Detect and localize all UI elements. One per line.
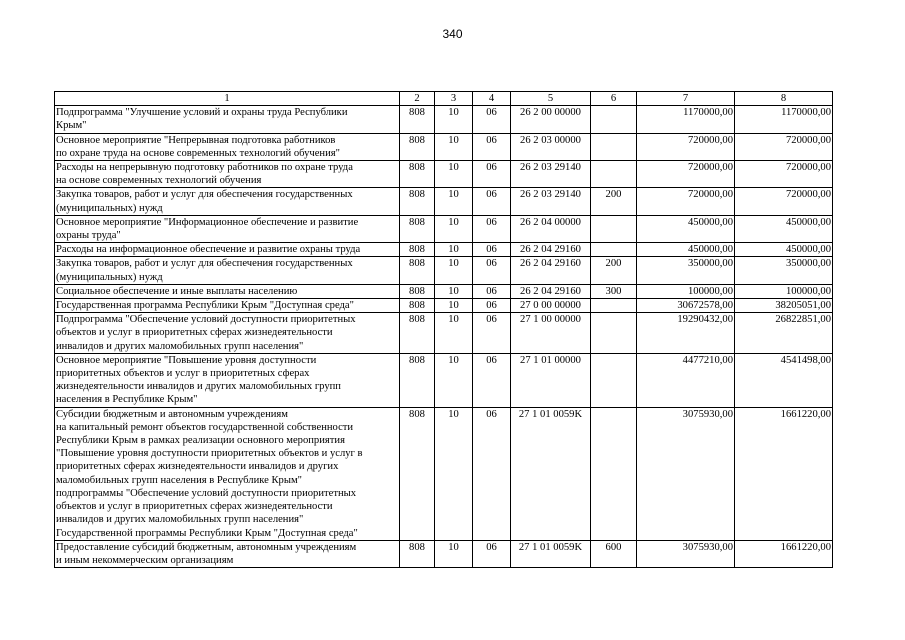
row-name (55, 540, 400, 567)
column-header: 3 (435, 92, 473, 106)
row-name-line: Подпрограмма "Улучшение условий и охраны труда Республики (56, 107, 348, 119)
row-name-line: Субсидии бюджетным и автономным учреждениям (56, 408, 289, 420)
expense-type-code: 200 (591, 188, 637, 215)
expense-type-code: 300 (591, 284, 637, 298)
table-row (55, 540, 833, 567)
section-code: 10 (435, 313, 473, 354)
row-name (55, 133, 400, 160)
target-article-code: 26 2 03 29140 (511, 188, 591, 215)
table-row (55, 161, 833, 188)
row-name-line: Республики Крым в рамках реализации основного мероприятия (56, 435, 345, 447)
row-name-line: объектов и услуг в приоритетных сферах жизнедеятельности (56, 327, 333, 339)
target-article-code: 26 2 04 00000 (511, 215, 591, 242)
row-name (55, 407, 400, 540)
amount-year-2: 450000,00 (735, 243, 833, 257)
ministry-code: 808 (400, 540, 435, 567)
amount-year-1: 4477210,00 (637, 353, 735, 407)
row-name-line: Социальное обеспечение и иные выплаты населению (56, 285, 298, 297)
ministry-code: 808 (400, 353, 435, 407)
subsection-code: 06 (473, 161, 511, 188)
row-name (55, 161, 400, 188)
row-name (55, 106, 400, 133)
column-header: 7 (637, 92, 735, 106)
target-article-code: 26 2 03 00000 (511, 133, 591, 160)
amount-year-1: 3075930,00 (637, 407, 735, 540)
row-name-line: Крым" (56, 120, 87, 132)
row-name-line: Расходы на непрерывную подготовку работников по охране труда (56, 162, 353, 174)
row-name (55, 284, 400, 298)
amount-year-2: 450000,00 (735, 215, 833, 242)
amount-year-2: 26822851,00 (735, 313, 833, 354)
row-name-line: (муниципальных) нужд (56, 271, 163, 283)
amount-year-1: 100000,00 (637, 284, 735, 298)
target-article-code: 27 1 01 00000 (511, 353, 591, 407)
ministry-code: 808 (400, 133, 435, 160)
amount-year-2: 38205051,00 (735, 299, 833, 313)
ministry-code: 808 (400, 257, 435, 284)
amount-year-2: 4541498,00 (735, 353, 833, 407)
row-name-line: Подпрограмма "Обеспечение условий доступности приоритетных (56, 314, 356, 326)
row-name-line: Государственной программы Республики Крым "Доступная среда" (56, 527, 358, 539)
amount-year-1: 720000,00 (637, 133, 735, 160)
row-name-line: приоритетных объектов и услуг в приоритетных сферах (56, 368, 310, 380)
row-name (55, 353, 400, 407)
table-row (55, 407, 833, 540)
amount-year-2: 720000,00 (735, 161, 833, 188)
amount-year-1: 30672578,00 (637, 299, 735, 313)
table-row (55, 284, 833, 298)
amount-year-2: 1661220,00 (735, 407, 833, 540)
row-name-line: Основное мероприятие "Информационное обеспечение и развитие (56, 216, 359, 228)
table-row (55, 243, 833, 257)
table-row (55, 133, 833, 160)
section-code: 10 (435, 133, 473, 160)
target-article-code: 26 2 00 00000 (511, 106, 591, 133)
row-name-line: охраны труда" (56, 230, 121, 242)
amount-year-2: 720000,00 (735, 188, 833, 215)
section-code: 10 (435, 407, 473, 540)
row-name-line: населения в Республике Крым" (56, 394, 198, 406)
row-name-line: на основе современных технологий обучения (56, 175, 262, 187)
section-code: 10 (435, 257, 473, 284)
amount-year-2: 1661220,00 (735, 540, 833, 567)
section-code: 10 (435, 161, 473, 188)
row-name-line: Основное мероприятие "Повышение уровня доступности (56, 354, 317, 366)
amount-year-1: 3075930,00 (637, 540, 735, 567)
column-header: 2 (400, 92, 435, 106)
section-code: 10 (435, 284, 473, 298)
row-name-line: "Повышение уровня доступности приоритетных объектов и услуг в (56, 448, 363, 460)
expense-type-code (591, 243, 637, 257)
subsection-code: 06 (473, 243, 511, 257)
section-code: 10 (435, 299, 473, 313)
subsection-code: 06 (473, 407, 511, 540)
target-article-code: 27 1 01 0059K (511, 407, 591, 540)
table-row (55, 257, 833, 284)
amount-year-2: 720000,00 (735, 133, 833, 160)
amount-year-2: 350000,00 (735, 257, 833, 284)
expense-type-code (591, 313, 637, 354)
amount-year-1: 19290432,00 (637, 313, 735, 354)
amount-year-1: 350000,00 (637, 257, 735, 284)
column-header: 8 (735, 92, 833, 106)
column-header: 4 (473, 92, 511, 106)
amount-year-2: 1170000,00 (735, 106, 833, 133)
amount-year-1: 450000,00 (637, 215, 735, 242)
row-name (55, 313, 400, 354)
section-code: 10 (435, 353, 473, 407)
row-name (55, 243, 400, 257)
row-name-line: на капитальный ремонт объектов государственной собственности (56, 421, 354, 433)
subsection-code: 06 (473, 540, 511, 567)
column-header: 5 (511, 92, 591, 106)
ministry-code: 808 (400, 299, 435, 313)
expense-type-code (591, 215, 637, 242)
subsection-code: 06 (473, 313, 511, 354)
subsection-code: 06 (473, 284, 511, 298)
row-name-line: Предоставление субсидий бюджетным, автономным учреждениям (56, 541, 357, 553)
subsection-code: 06 (473, 188, 511, 215)
amount-year-1: 720000,00 (637, 188, 735, 215)
row-name (55, 299, 400, 313)
amount-year-1: 450000,00 (637, 243, 735, 257)
amount-year-1: 1170000,00 (637, 106, 735, 133)
ministry-code: 808 (400, 106, 435, 133)
row-name-line: объектов и услуг в приоритетных сферах жизнедеятельности (56, 501, 333, 513)
row-name-line: жизнедеятельности инвалидов и других маломобильных групп (56, 381, 341, 393)
ministry-code: 808 (400, 161, 435, 188)
row-name-line: инвалидов и других маломобильных групп населения" (56, 514, 304, 526)
target-article-code: 26 2 04 29160 (511, 257, 591, 284)
target-article-code: 27 1 01 0059K (511, 540, 591, 567)
amount-year-2: 100000,00 (735, 284, 833, 298)
row-name-line: по охране труда на основе современных технологий обучения" (56, 147, 340, 159)
expense-type-code: 200 (591, 257, 637, 284)
row-name (55, 188, 400, 215)
table-row (55, 106, 833, 133)
row-name-line: маломобильных групп населения в Республике Крым" (56, 474, 302, 486)
ministry-code: 808 (400, 313, 435, 354)
subsection-code: 06 (473, 106, 511, 133)
target-article-code: 27 1 00 00000 (511, 313, 591, 354)
expense-type-code (591, 299, 637, 313)
table-row (55, 299, 833, 313)
expense-type-code: 600 (591, 540, 637, 567)
ministry-code: 808 (400, 188, 435, 215)
section-code: 10 (435, 243, 473, 257)
section-code: 10 (435, 188, 473, 215)
ministry-code: 808 (400, 215, 435, 242)
ministry-code: 808 (400, 243, 435, 257)
subsection-code: 06 (473, 215, 511, 242)
row-name-line: приоритетных сферах жизнедеятельности инвалидов и других (56, 461, 339, 473)
table-row (55, 188, 833, 215)
ministry-code: 808 (400, 284, 435, 298)
subsection-code: 06 (473, 257, 511, 284)
row-name-line: Государственная программа Республики Крым "Доступная среда" (56, 300, 354, 312)
row-name-line: подпрограммы "Обеспечение условий доступности приоритетных (56, 487, 357, 499)
target-article-code: 26 2 04 29160 (511, 243, 591, 257)
row-name-line: Закупка товаров, работ и услуг для обеспечения государственных (56, 258, 353, 270)
page-number: 340 (442, 27, 463, 41)
target-article-code: 27 0 00 00000 (511, 299, 591, 313)
budget-table (54, 91, 833, 568)
table-header-row (55, 92, 833, 106)
row-name (55, 257, 400, 284)
target-article-code: 26 2 03 29140 (511, 161, 591, 188)
expense-type-code (591, 353, 637, 407)
expense-type-code (591, 133, 637, 160)
subsection-code: 06 (473, 133, 511, 160)
subsection-code: 06 (473, 353, 511, 407)
target-article-code: 26 2 04 29160 (511, 284, 591, 298)
ministry-code: 808 (400, 407, 435, 540)
section-code: 10 (435, 106, 473, 133)
row-name-line: и иным некоммерческим организациям (56, 554, 234, 566)
amount-year-1: 720000,00 (637, 161, 735, 188)
subsection-code: 06 (473, 299, 511, 313)
row-name-line: Основное мероприятие "Непрерывная подготовка работников (56, 134, 336, 146)
expense-type-code (591, 161, 637, 188)
table-row (55, 353, 833, 407)
row-name-line: Расходы на информационное обеспечение и развитие охраны труда (56, 244, 361, 256)
section-code: 10 (435, 540, 473, 567)
expense-type-code (591, 106, 637, 133)
row-name-line: инвалидов и других маломобильных групп населения" (56, 340, 304, 352)
table-row (55, 215, 833, 242)
row-name (55, 215, 400, 242)
section-code: 10 (435, 215, 473, 242)
column-header: 6 (591, 92, 637, 106)
row-name-line: Закупка товаров, работ и услуг для обеспечения государственных (56, 189, 353, 201)
table-row (55, 313, 833, 354)
column-header: 1 (55, 92, 400, 106)
row-name-line: (муниципальных) нужд (56, 202, 163, 214)
expense-type-code (591, 407, 637, 540)
